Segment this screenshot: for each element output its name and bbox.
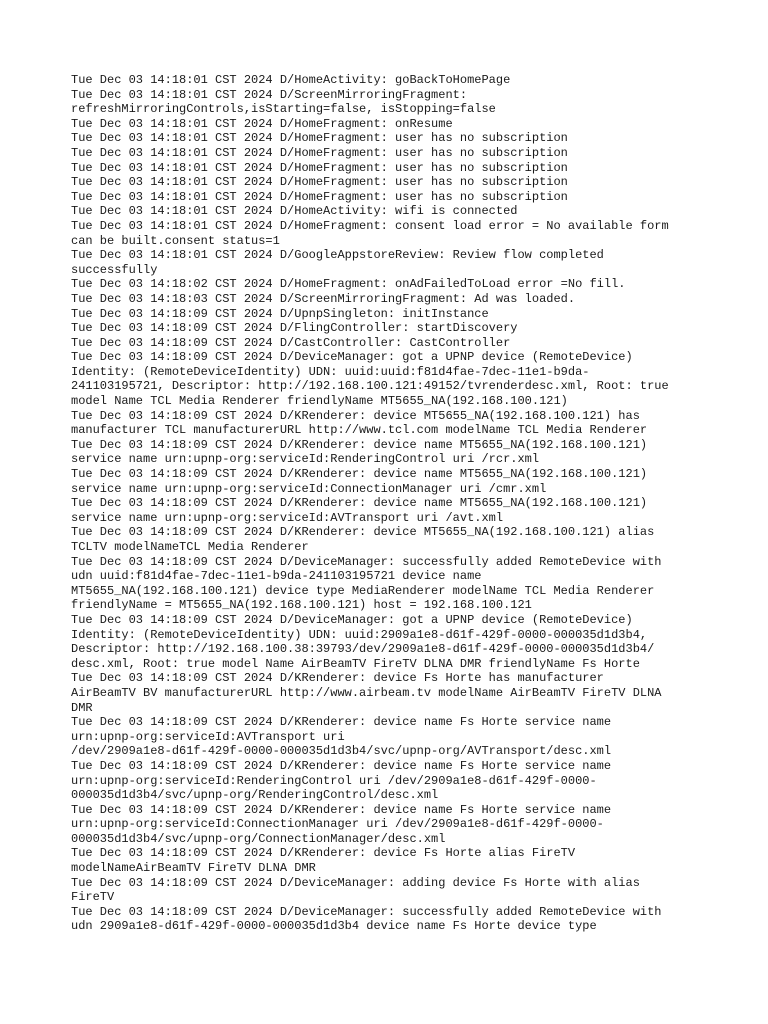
log-line: Tue Dec 03 14:18:09 CST 2024 D/KRenderer: device name MT5655_NA(192.168.100.121)	[71, 437, 648, 452]
log-document	[71, 73, 711, 934]
log-line: 000035d1d3b4/svc/upnp-org/ConnectionManager/desc.xml	[71, 831, 446, 846]
log-line: Identity: (RemoteDeviceIdentity) UDN: uuid:2909a1e8-d61f-429f-0000-000035d1d3b4,	[71, 627, 648, 642]
log-line: urn:upnp-org:serviceId:RenderingControl uri /dev/2909a1e8-d61f-429f-0000-	[71, 773, 597, 788]
log-line: TCLTV modelNameTCL Media Renderer	[71, 540, 309, 554]
log-line: can be built.consent status=1	[71, 233, 280, 248]
log-line: Tue Dec 03 14:18:01 CST 2024 D/HomeFragment: user has no subscription	[71, 160, 568, 175]
log-line: service name urn:upnp-org:serviceId:AVTransport uri /avt.xml	[71, 510, 504, 525]
log-line: desc.xml, Root: true model Name AirBeamTV FireTV DLNA DMR friendlyName Fs Horte	[71, 656, 640, 671]
log-line: Tue Dec 03 14:18:09 CST 2024 D/KRenderer: device MT5655_NA(192.168.100.121) has	[71, 408, 640, 423]
log-line: Tue Dec 03 14:18:01 CST 2024 D/HomeFragment: user has no subscription	[71, 189, 568, 204]
log-line: MT5655_NA(192.168.100.121) device type MediaRenderer modelName TCL Media Renderer	[71, 583, 655, 598]
log-line: Descriptor: http://192.168.100.38:39793/dev/2909a1e8-d61f-429f-0000-000035d1d3b4/	[71, 642, 655, 657]
log-line: Tue Dec 03 14:18:09 CST 2024 D/UpnpSingleton: initInstance	[71, 306, 489, 321]
log-line: model Name TCL Media Renderer friendlyName MT5655_NA(192.168.100.121)	[71, 394, 568, 409]
log-line: Tue Dec 03 14:18:09 CST 2024 D/DeviceManager: successfully added RemoteDevice with	[71, 554, 662, 569]
log-line: Tue Dec 03 14:18:01 CST 2024 D/HomeActivity: wifi is connected	[71, 204, 518, 219]
log-line: Tue Dec 03 14:18:01 CST 2024 D/ScreenMirroringFragment:	[71, 87, 468, 102]
log-line: Tue Dec 03 14:18:01 CST 2024 D/HomeFragment: user has no subscription	[71, 175, 568, 190]
log-line: udn uuid:f81d4fae-7dec-11e1-b9da-241103195721 device name	[71, 569, 482, 584]
log-line: Tue Dec 03 14:18:02 CST 2024 D/HomeFragment: onAdFailedToLoad error =No fill.	[71, 277, 626, 292]
log-line: urn:upnp-org:serviceId:ConnectionManager uri /dev/2909a1e8-d61f-429f-0000-	[71, 817, 604, 832]
log-line: Tue Dec 03 14:18:01 CST 2024 D/HomeFragment: user has no subscription	[71, 131, 568, 146]
log-line: Tue Dec 03 14:18:03 CST 2024 D/ScreenMirroringFragment: Ad was loaded.	[71, 291, 576, 306]
log-line: manufacturer TCL manufacturerURL http://www.tcl.com modelName TCL Media Renderer	[71, 423, 648, 438]
log-line: modelNameAirBeamTV FireTV DLNA DMR	[71, 861, 316, 876]
log-line: Identity: (RemoteDeviceIdentity) UDN: uuid:uuid:f81d4fae-7dec-11e1-b9da-	[71, 364, 590, 379]
log-line: service name urn:upnp-org:serviceId:ConnectionManager uri /cmr.xml	[71, 481, 547, 496]
log-line: Tue Dec 03 14:18:09 CST 2024 D/KRenderer: device Fs Horte alias FireTV	[71, 846, 576, 861]
log-line: Tue Dec 03 14:18:09 CST 2024 D/DeviceManager: successfully added RemoteDevice with	[71, 904, 662, 919]
log-line: Tue Dec 03 14:18:09 CST 2024 D/KRenderer: device name Fs Horte service name	[71, 715, 612, 730]
log-line: Tue Dec 03 14:18:01 CST 2024 D/HomeFragment: onResume	[71, 116, 453, 131]
log-line: Tue Dec 03 14:18:01 CST 2024 D/HomeFragment: consent load error = No available form	[71, 218, 669, 233]
log-line: Tue Dec 03 14:18:01 CST 2024 D/HomeActivity: goBackToHomePage	[71, 73, 511, 87]
log-line: service name urn:upnp-org:serviceId:RenderingControl uri /rcr.xml	[71, 452, 540, 467]
log-line: DMR	[71, 700, 93, 715]
log-line: refreshMirroringControls,isStarting=false, isStopping=false	[71, 102, 496, 117]
log-line: 241103195721, Descriptor: http://192.168.100.121:49152/tvrenderdesc.xml, Root: true	[71, 379, 669, 394]
log-line: FireTV	[71, 890, 115, 905]
log-line: Tue Dec 03 14:18:09 CST 2024 D/KRenderer: device Fs Horte has manufacturer	[71, 671, 604, 686]
log-line: urn:upnp-org:serviceId:AVTransport uri	[71, 729, 345, 744]
log-line: Tue Dec 03 14:18:09 CST 2024 D/DeviceManager: adding device Fs Horte with alias	[71, 875, 640, 890]
log-line: Tue Dec 03 14:18:09 CST 2024 D/KRenderer: device name Fs Horte service name	[71, 758, 612, 773]
log-line: Tue Dec 03 14:18:09 CST 2024 D/DeviceManager: got a UPNP device (RemoteDevice)	[71, 612, 633, 627]
log-line: Tue Dec 03 14:18:01 CST 2024 D/HomeFragment: user has no subscription	[71, 145, 568, 160]
log-line: Tue Dec 03 14:18:09 CST 2024 D/KRenderer: device name MT5655_NA(192.168.100.121)	[71, 496, 648, 511]
log-line: Tue Dec 03 14:18:09 CST 2024 D/CastController: CastController	[71, 335, 511, 350]
log-line: successfully	[71, 262, 158, 277]
log-line: udn 2909a1e8-d61f-429f-0000-000035d1d3b4 device name Fs Horte device type	[71, 919, 597, 934]
log-line: /dev/2909a1e8-d61f-429f-0000-000035d1d3b4/svc/upnp-org/AVTransport/desc.xml	[71, 744, 612, 759]
log-line: Tue Dec 03 14:18:09 CST 2024 D/KRenderer: device name Fs Horte service name	[71, 802, 612, 817]
log-line: Tue Dec 03 14:18:09 CST 2024 D/DeviceManager: got a UPNP device (RemoteDevice)	[71, 350, 633, 365]
log-line: friendlyName = MT5655_NA(192.168.100.121) host = 192.168.100.121	[71, 598, 532, 613]
log-line: AirBeamTV BV manufacturerURL http://www.airbeam.tv modelName AirBeamTV FireTV DLNA	[71, 685, 662, 700]
log-line: Tue Dec 03 14:18:01 CST 2024 D/GoogleAppstoreReview: Review flow completed	[71, 248, 604, 263]
log-line: Tue Dec 03 14:18:09 CST 2024 D/FlingController: startDiscovery	[71, 321, 518, 336]
log-line: Tue Dec 03 14:18:09 CST 2024 D/KRenderer: device MT5655_NA(192.168.100.121) alias	[71, 525, 655, 540]
log-line: 000035d1d3b4/svc/upnp-org/RenderingControl/desc.xml	[71, 788, 439, 803]
log-line: Tue Dec 03 14:18:09 CST 2024 D/KRenderer: device name MT5655_NA(192.168.100.121)	[71, 467, 648, 482]
